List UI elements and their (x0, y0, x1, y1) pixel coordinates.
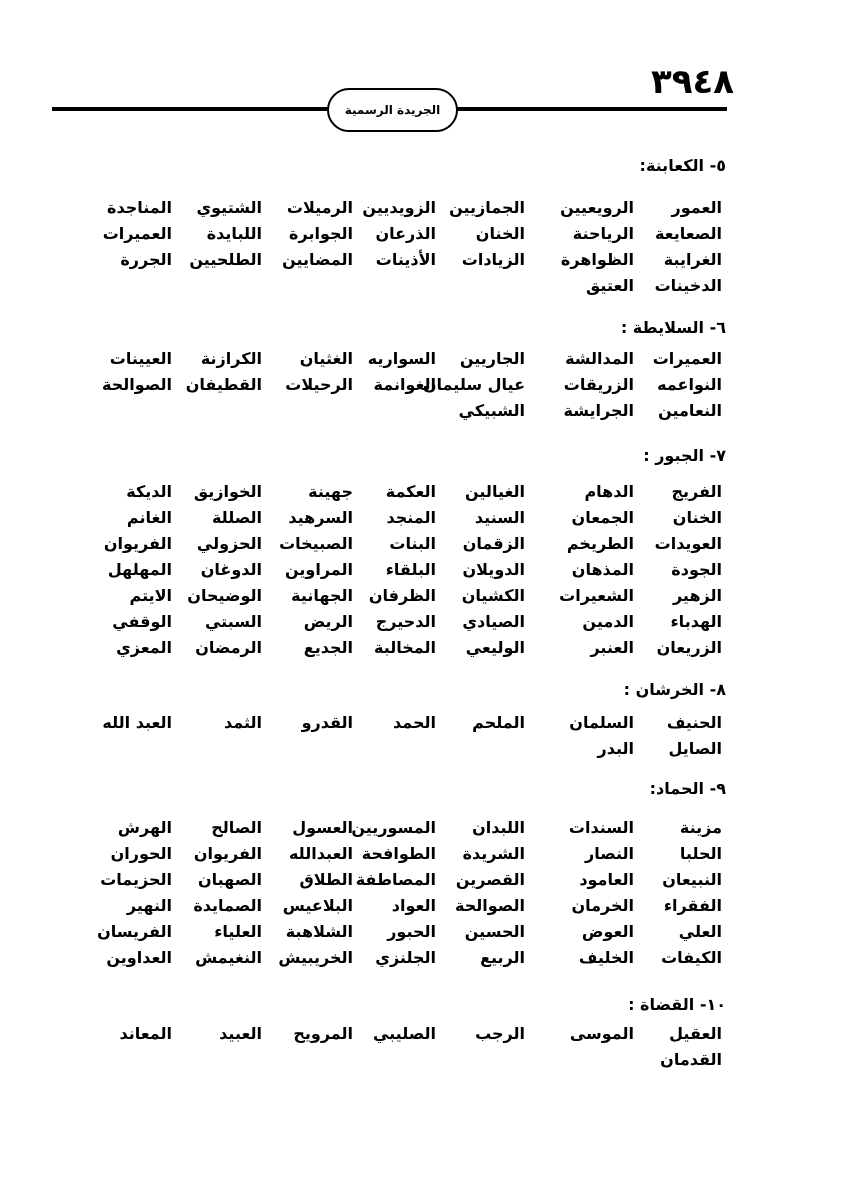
names-row (82, 479, 722, 505)
clan-name: العسول (292, 818, 353, 837)
names-grid (82, 346, 722, 424)
clan-name: الملحم (472, 713, 525, 732)
clan-name: الشعيرات (559, 586, 634, 605)
clan-name: الديكة (126, 482, 172, 501)
clan-name: العميرات (102, 224, 172, 243)
clan-name: الجمازيين (449, 198, 525, 217)
clan-name: الايتم (129, 586, 172, 605)
clan-name: الصبيخات (279, 534, 353, 553)
names-row (82, 867, 722, 893)
clan-name: الشريدة (462, 844, 525, 863)
names-row (82, 372, 722, 398)
section-heading: ١٠- القضاة : (628, 995, 726, 1014)
names-row (82, 505, 722, 531)
clan-name: الزيادات (461, 250, 525, 269)
clan-name: السلمان (569, 713, 634, 732)
clan-name: الكشيان (461, 586, 525, 605)
clan-name: الشتيوي (196, 198, 262, 217)
clan-name: اللبدان (472, 818, 525, 837)
clan-name: العلياء (214, 922, 262, 941)
section-heading: ٧- الجبور : (643, 446, 726, 465)
clan-name: الهرش (117, 818, 172, 837)
clan-name: الزويديين (362, 198, 436, 217)
names-row (82, 1047, 722, 1073)
clan-name: الفقراء (663, 896, 722, 915)
clan-name: الجمعان (571, 508, 634, 527)
names-row (82, 398, 722, 424)
clan-name: الهدباء (670, 612, 722, 631)
clan-name: المخالبة (374, 638, 436, 657)
clan-name: الزريعان (656, 638, 722, 657)
clan-name: الغثيان (299, 349, 353, 368)
clan-name: الزقمان (462, 534, 525, 553)
clan-name: العقيل (669, 1024, 722, 1043)
clan-name: العمور (671, 198, 722, 217)
clan-name: الظواهرة (560, 250, 634, 269)
clan-name: الدويلان (462, 560, 525, 579)
clan-name: المدالشة (565, 349, 634, 368)
clan-name: القطيفان (185, 375, 262, 394)
clan-name: السندات (568, 818, 634, 837)
names-grid (82, 479, 722, 661)
clan-name: العامود (579, 870, 634, 889)
clan-name: الحمد (393, 713, 436, 732)
clan-name: البدر (597, 739, 634, 758)
clan-name: الزهير (672, 586, 722, 605)
clan-name: الجلنزي (375, 948, 436, 967)
clan-name: الغيالين (465, 482, 525, 501)
names-row (82, 531, 722, 557)
clan-name: الوليعي (465, 638, 525, 657)
clan-name: العبد الله (102, 713, 172, 732)
clan-name: العكمة (385, 482, 436, 501)
names-grid (82, 815, 722, 971)
clan-name: الفريسان (97, 922, 172, 941)
clan-name: الريض (303, 612, 353, 631)
clan-name: المضايين (282, 250, 353, 269)
clan-name: الصايل (668, 739, 722, 758)
clan-name: الربيع (480, 948, 525, 967)
clan-name: المنجد (386, 508, 436, 527)
clan-name: الصيادي (462, 612, 525, 631)
clan-name: العنبر (590, 638, 634, 657)
clan-name: الفريج (671, 482, 722, 501)
clan-name: الطريخم (566, 534, 634, 553)
clan-name: العوض (581, 922, 634, 941)
clan-name: الرمضان (195, 638, 262, 657)
clan-name: المناجدة (107, 198, 172, 217)
clan-name: النواعمه (657, 375, 722, 394)
clan-name: الأذينات (375, 250, 436, 269)
clan-name: الوقفي (112, 612, 172, 631)
clan-name: العويدات (654, 534, 722, 553)
names-row (82, 945, 722, 971)
names-row (82, 710, 722, 736)
clan-name: النغيمش (195, 948, 262, 967)
clan-name: الصمايدة (193, 896, 262, 915)
clan-name: الخرمان (571, 896, 634, 915)
clan-name: الوضيحان (187, 586, 262, 605)
names-row (82, 221, 722, 247)
section-heading: ٥- الكعابنة: (639, 156, 726, 175)
clan-name: الظرفان (368, 586, 436, 605)
clan-name: الصوالحة (454, 896, 525, 915)
clan-name: الخليف (578, 948, 634, 967)
clan-name: المسوريين (351, 818, 436, 837)
clan-name: الرجب (475, 1024, 525, 1043)
clan-name: الرحيلات (285, 375, 353, 394)
clan-name: الشلاهبة (285, 922, 353, 941)
clan-name: الرويعيين (560, 198, 634, 217)
clan-name: القدمان (660, 1050, 722, 1069)
clan-name: الجديع (303, 638, 353, 657)
clan-name: الحبور (387, 922, 436, 941)
names-row (82, 841, 722, 867)
clan-name: الغرايبة (663, 250, 722, 269)
page-number: ٣٩٤٨ (650, 62, 734, 102)
names-row (82, 609, 722, 635)
names-row (82, 736, 722, 762)
section-heading: ٦- السلايطة : (620, 318, 726, 337)
clan-name: الطلاق (299, 870, 353, 889)
clan-name: الصهبان (197, 870, 262, 889)
section-heading: ٨- الخرشان : (623, 680, 726, 699)
clan-name: العميرات (652, 349, 722, 368)
clan-name: عيال سليمان (422, 375, 525, 394)
clan-name: المذهان (571, 560, 634, 579)
names-row (82, 635, 722, 661)
clan-name: الحلبا (679, 844, 722, 863)
clan-name: الرياحنة (572, 224, 634, 243)
clan-name: الفريوان (103, 534, 172, 553)
publication-badge: الجريدة الرسمية (327, 88, 458, 132)
names-grid (82, 195, 722, 299)
clan-name: مزينة (679, 818, 722, 837)
names-row (82, 247, 722, 273)
clan-name: الجاريين (459, 349, 525, 368)
clan-name: السبتي (204, 612, 262, 631)
names-grid (82, 710, 722, 762)
clan-name: النعامين (658, 401, 722, 420)
clan-name: الجررة (120, 250, 172, 269)
names-row (82, 557, 722, 583)
clan-name: الصليبي (372, 1024, 436, 1043)
clan-name: الغوانمة (373, 375, 436, 394)
clan-name: الشبيكي (458, 401, 525, 420)
clan-name: الجرايشة (563, 401, 634, 420)
names-row (82, 815, 722, 841)
clan-name: الفريوان (193, 844, 262, 863)
clan-name: الدمين (582, 612, 634, 631)
clan-name: المرويح (293, 1024, 353, 1043)
clan-name: العبيد (219, 1024, 262, 1043)
names-row (82, 1021, 722, 1047)
clan-name: العتيق (585, 276, 634, 295)
clan-name: الرميلات (286, 198, 353, 217)
names-row (82, 195, 722, 221)
clan-name: النهير (126, 896, 172, 915)
clan-name: الصعايعة (654, 224, 722, 243)
clan-name: العبدالله (288, 844, 353, 863)
clan-name: الجهانية (291, 586, 353, 605)
clan-name: الخنان (672, 508, 722, 527)
clan-name: العداوين (106, 948, 172, 967)
clan-name: السواريه (367, 349, 436, 368)
clan-name: الغانم (126, 508, 172, 527)
clan-name: البلقاء (385, 560, 436, 579)
names-row (82, 583, 722, 609)
clan-name: الجوابرة (289, 224, 353, 243)
clan-name: الزريقات (563, 375, 634, 394)
clan-name: الحوران (110, 844, 172, 863)
clan-name: العلي (678, 922, 722, 941)
clan-name: الحزيمات (100, 870, 172, 889)
clan-name: الحسين (464, 922, 525, 941)
clan-name: الكرازنة (200, 349, 262, 368)
clan-name: اللبايدة (206, 224, 262, 243)
clan-name: الدخينات (654, 276, 722, 295)
clan-name: الدهام (584, 482, 634, 501)
clan-name: الدوغان (200, 560, 262, 579)
clan-name: الذرعان (375, 224, 436, 243)
names-row (82, 273, 722, 299)
clan-name: العيينات (109, 349, 172, 368)
clan-name: المعزي (116, 638, 172, 657)
clan-name: القدرو (301, 713, 353, 732)
clan-name: السنيد (474, 508, 525, 527)
clan-name: الصالح (211, 818, 262, 837)
clan-name: الصوالحة (101, 375, 172, 394)
clan-name: الصللة (211, 508, 262, 527)
clan-name: النصار (584, 844, 634, 863)
clan-name: المراوين (284, 560, 353, 579)
clan-name: الحنيف (666, 713, 722, 732)
clan-name: جهينة (308, 482, 353, 501)
clan-name: النبيعان (662, 870, 722, 889)
clan-name: العواد (391, 896, 436, 915)
clan-name: البلاعيس (282, 896, 353, 915)
clan-name: المهلهل (107, 560, 172, 579)
clan-name: الحزولي (196, 534, 262, 553)
names-row (82, 919, 722, 945)
clan-name: الكيفات (661, 948, 722, 967)
names-row (82, 893, 722, 919)
names-grid (82, 1021, 722, 1073)
clan-name: الخريبيش (278, 948, 353, 967)
clan-name: الطوافحة (361, 844, 436, 863)
clan-name: الخنان (475, 224, 525, 243)
clan-name: الثمد (224, 713, 262, 732)
clan-name: الخوازيق (193, 482, 262, 501)
clan-name: المعاند (119, 1024, 172, 1043)
clan-name: الدحيرج (375, 612, 436, 631)
clan-name: الموسى (569, 1024, 634, 1043)
clan-name: السرهيد (288, 508, 353, 527)
clan-name: الجودة (671, 560, 722, 579)
clan-name: القصرين (455, 870, 525, 889)
section-heading: ٩- الحماد: (649, 779, 726, 798)
clan-name: الطلحيين (189, 250, 262, 269)
clan-name: البنات (389, 534, 436, 553)
names-row (82, 346, 722, 372)
clan-name: المصاطفة (355, 870, 436, 889)
